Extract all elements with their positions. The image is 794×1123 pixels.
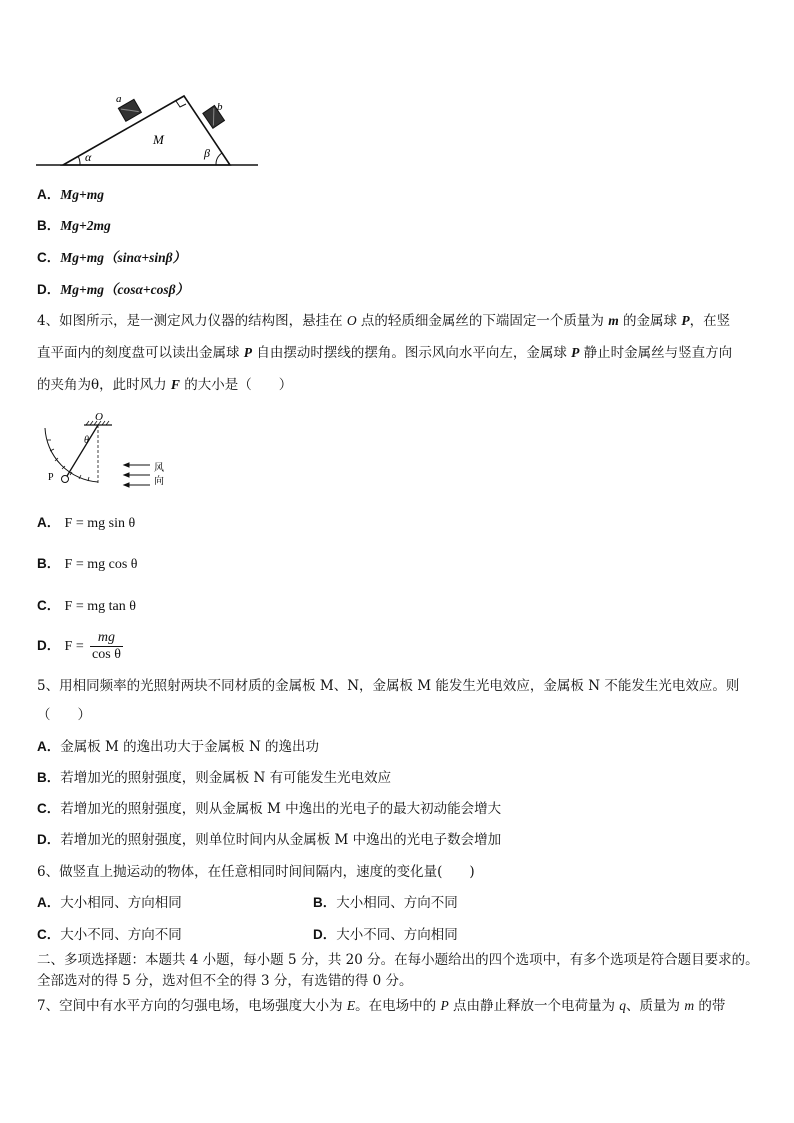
fraction: $\frac{mg}{\text{cos θ}}$ bbox=[92, 630, 121, 662]
label-M: M bbox=[153, 132, 164, 147]
label-theta: θ bbox=[84, 435, 89, 446]
q5-stem-line1: 5、用相同频率的光照射两块不同材质的金属板 M、N，金属板 M 能发生光电效应，金属板 N 不能发生光电效应。则 bbox=[37, 678, 740, 694]
q4-option-a: A． F = mg sin θ bbox=[37, 515, 136, 531]
q6-option-c: C．大小不同、方向不同 bbox=[37, 927, 182, 943]
q7-stem: 7、空间中有水平方向的匀强电场，电场强度大小为 E。在电场中的 P 点由静止释放一个电荷量为 q、质量为 m 的带 bbox=[37, 998, 726, 1014]
q5-option-c: C．若增加光的照射强度，则从金属板 M 中逸出的光电子的最大初动能会增大 bbox=[37, 801, 502, 817]
incline-figure bbox=[36, 88, 261, 170]
q6-option-b: B．大小相同、方向不同 bbox=[313, 895, 458, 911]
label-b: b bbox=[217, 101, 223, 113]
label-P: P bbox=[48, 472, 54, 483]
q3-option-d: D．Mg+mg（cosα+cosβ） bbox=[37, 282, 190, 297]
q6-option-a: A．大小相同、方向相同 bbox=[37, 895, 182, 911]
q4-option-b: B． F = mg cos θ bbox=[37, 556, 138, 572]
label-a: a bbox=[116, 93, 122, 105]
q5-option-d: D．若增加光的照射强度，则单位时间内从金属板 M 中逸出的光电子数会增加 bbox=[37, 832, 502, 848]
q3-option-c: C．Mg+mg（sinα+sinβ） bbox=[37, 250, 187, 265]
q5-stem-line2: （ ） bbox=[37, 707, 91, 723]
q4-stem-line1: 4、如图所示，是一测定风力仪器的结构图，悬挂在 O 点的轻质细金属丝的下端固定一个质量为 m 的金属球 P，在竖 bbox=[37, 313, 731, 329]
q5-option-b: B．若增加光的照射强度，则金属板 N 有可能发生光电效应 bbox=[37, 770, 392, 786]
q4-stem-line3: 的夹角为θ，此时风力 F 的大小是（ ） bbox=[37, 377, 293, 393]
q6-stem: 6、做竖直上抛运动的物体，在任意相同时间间隔内，速度的变化量( ) bbox=[37, 864, 475, 880]
q4-stem-line2: 直平面内的刻度盘可以读出金属球 P 自由摆动时摆线的摆角。图示风向水平向左，金属球 P 静止时金属丝与竖直方向 bbox=[37, 345, 733, 361]
q3-option-a: A．Mg+mg bbox=[37, 187, 104, 202]
pendulum-figure bbox=[40, 410, 165, 490]
section2-line1: 二、多项选择题：本题共 4 小题，每小题 5 分，共 20 分。在每小题给出的四个选项中，有多个选项是符合题目要求的。 bbox=[37, 952, 759, 968]
label-wind-2: 向 bbox=[154, 476, 164, 487]
q4-option-d: D． F = $\frac{mg}{\text{cos θ}}$ bbox=[37, 630, 121, 662]
q3-option-b: B．Mg+2mg bbox=[37, 218, 111, 233]
q6-option-d: D．大小不同、方向相同 bbox=[313, 927, 458, 943]
label-beta: β bbox=[204, 146, 210, 160]
label-wind-1: 风 bbox=[154, 463, 164, 474]
label-O: O bbox=[95, 411, 103, 423]
section2-line2: 全部选对的得 5 分，选对但不全的得 3 分，有选错的得 0 分。 bbox=[37, 973, 413, 989]
label-alpha: α bbox=[85, 150, 92, 164]
q5-option-a: A．金属板 M 的逸出功大于金属板 N 的逸出功 bbox=[37, 739, 320, 755]
q4-option-c: C． F = mg tan θ bbox=[37, 598, 136, 614]
